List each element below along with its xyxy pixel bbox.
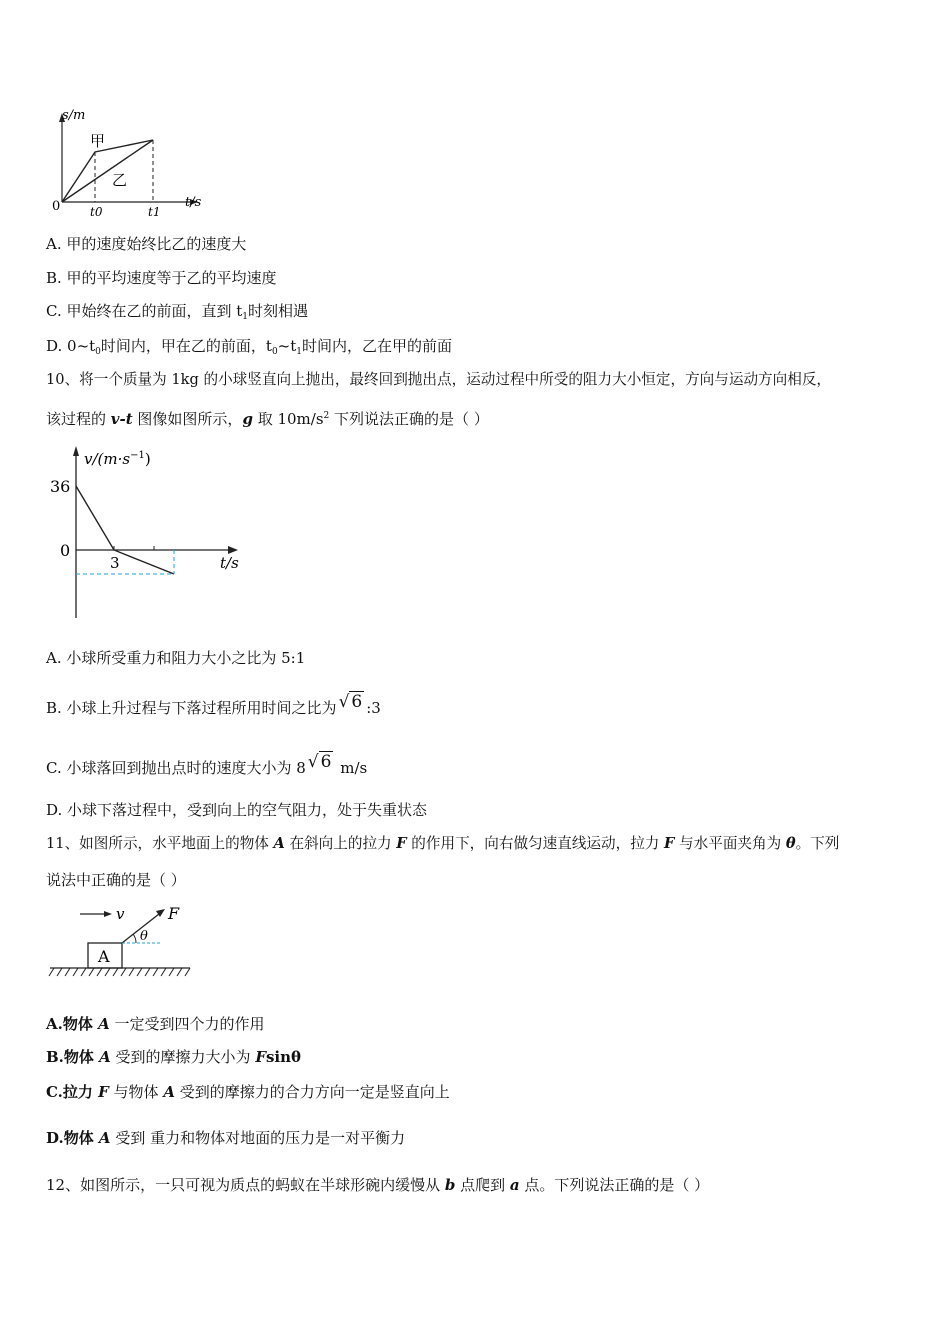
angle-arc (133, 934, 136, 943)
q11-c-c: 受到的摩擦力的合力方向一定是竖直向上 (174, 1083, 450, 1101)
q9-d-sub3: 1 (296, 347, 303, 357)
q10-c-root: 6 (320, 752, 332, 772)
velocity-label: v (116, 905, 125, 923)
vt-label-0: 0 (60, 541, 71, 560)
st-t1-label: t1 (148, 205, 161, 219)
st-t0-label: t0 (90, 205, 103, 219)
vt-label-3: 3 (110, 554, 120, 572)
q9-d-sub1: 0 (95, 347, 101, 357)
q11-a-a: A.物体 (46, 1015, 99, 1033)
q10-option-a: A. 小球所受重力和阻力大小之比为 5:1 (46, 649, 306, 667)
q10-b-sqrt: √ 6 (338, 692, 363, 712)
vt-xlabel: t/s (220, 554, 239, 572)
q12-b-pt: b (444, 1176, 456, 1194)
vt-line (76, 486, 174, 574)
q11-c-a: C.拉力 (46, 1083, 99, 1101)
q11-c-b: 与物体 (108, 1083, 164, 1101)
q10-stem-line1: 10、将一个质量为 1kg 的小球竖直向上抛出，最终回到抛出点，运动过程中所受的阻力大小恒定，方向与运动方向相反， (46, 371, 832, 388)
q11-l1-A: A (273, 835, 285, 852)
q11-option-b (46, 1047, 301, 1067)
q11-c-F: F (98, 1083, 109, 1101)
q10-option-c (46, 752, 367, 778)
q11-b-a: B.物体 (46, 1048, 100, 1066)
q9-d-d: 时间内，乙在甲的前面 (302, 337, 453, 355)
q9-d-b: 时间内，甲在乙的前面，t (100, 337, 272, 355)
vt-y-arrow (73, 446, 79, 456)
st-graph (40, 100, 220, 225)
q11-b-c: sinθ (265, 1048, 302, 1066)
q11-l1-c: 的作用下，向右做匀速直线运动，拉力 (406, 835, 665, 852)
q11-b-b: 受到的摩擦力大小为 (110, 1048, 256, 1066)
q9-d-c: ~t (277, 337, 297, 355)
q11-l1-theta: θ (785, 835, 796, 852)
ground-hatch (49, 968, 190, 976)
vt-label-36: 36 (50, 477, 71, 496)
q12-a-pt: a (509, 1176, 520, 1194)
q11-l1-d: 与水平面夹角为 (674, 835, 786, 852)
q11-l1-e: 。下列 (795, 835, 840, 852)
q11-l1-F: F (396, 835, 407, 852)
block-a-label: A (98, 947, 110, 966)
q11-l1-F2: F (664, 835, 675, 852)
q11-stem-line2: 说法中正确的是（ ） (46, 871, 186, 889)
q10-option-d: D. 小球下落过程中，受到向上的空气阻力，处于失重状态 (46, 801, 428, 819)
q11-b-F: F (255, 1048, 266, 1066)
q10-option-b (46, 692, 381, 718)
q9-c-pre: C. 甲始终在乙的前面，直到 t (46, 302, 243, 320)
q11-b-A: A (99, 1048, 111, 1066)
q11-option-d (46, 1128, 405, 1148)
q11-a-A: A (98, 1015, 110, 1033)
q10-c-pre: C. 小球落回到抛出点时的速度大小为 8 (46, 759, 306, 777)
st-label-jia: 甲 (90, 132, 106, 150)
st-xlabel: t/s (185, 195, 202, 210)
st-origin: 0 (52, 199, 61, 214)
q9-c-post: 时刻相遇 (248, 302, 309, 320)
st-label-yi: 乙 (112, 171, 128, 189)
q10-l2-b: 图像如图所示， (132, 410, 243, 428)
q10-b-pre: B. 小球上升过程与下落过程所用时间之比为 (46, 699, 337, 717)
q9-option-b: B. 甲的平均速度等于乙的平均速度 (46, 269, 277, 287)
q10-l2-a: 该过程的 (46, 410, 111, 428)
q9-c-sub: 1 (242, 312, 249, 322)
q11-c-A: A (163, 1083, 175, 1101)
q11-stem-line1 (46, 834, 839, 854)
q11-l1-a: 11、如图所示，水平地面上的物体 (46, 835, 274, 852)
q10-c-sqrt: √ 6 (307, 752, 332, 772)
velocity-arrowhead (104, 911, 112, 917)
q11-option-c (46, 1082, 450, 1102)
q12-c: 点。下列说法正确的是（ ） (519, 1176, 710, 1194)
q10-l2-sup: 2 (323, 411, 330, 421)
angle-label: θ (140, 929, 148, 944)
vt-x-arrow (228, 546, 238, 554)
q10-b-root: 6 (351, 692, 363, 712)
q9-option-a: A. 甲的速度始终比乙的速度大 (46, 235, 247, 253)
q10-b-post: :3 (366, 699, 381, 717)
force-label: F (168, 904, 180, 923)
q12-a: 12、如图所示，一只可视为质点的蚂蚁在半球形碗内缓慢从 (46, 1176, 445, 1194)
q10-l2-g: g (242, 410, 253, 428)
q11-l1-b: 在斜向上的拉力 (284, 835, 397, 852)
vt-graph (40, 440, 260, 625)
q10-stem-line2 (46, 406, 489, 429)
q10-c-post: m/s (335, 759, 368, 777)
q9-d-a: D. 0~t (46, 337, 96, 355)
q11-d-A: A (98, 1129, 111, 1147)
q10-l2-d: 下列说法正确的是（ ） (329, 410, 489, 428)
q11-d-a: D.物体 (46, 1129, 99, 1147)
q10-l2-vt: v-t (110, 410, 133, 428)
vt-ylabel: $v/(m\cdot s^{-1})$ (84, 450, 151, 468)
q10-l2-c: 取 10m/s (252, 410, 324, 428)
q11-a-b: 一定受到四个力的作用 (109, 1015, 265, 1033)
q9-d-sub2: 0 (271, 347, 278, 357)
force-diagram (44, 900, 204, 985)
q12-b: 点爬到 (455, 1176, 510, 1194)
q9-option-d (46, 336, 452, 362)
q11-option-a (46, 1014, 265, 1034)
q12-stem (46, 1175, 709, 1195)
q9-option-c (46, 301, 308, 327)
q11-d-b: 受到 重力和物体对地面的压力是一对平衡力 (110, 1129, 406, 1147)
st-ylabel: s/m (62, 108, 86, 123)
